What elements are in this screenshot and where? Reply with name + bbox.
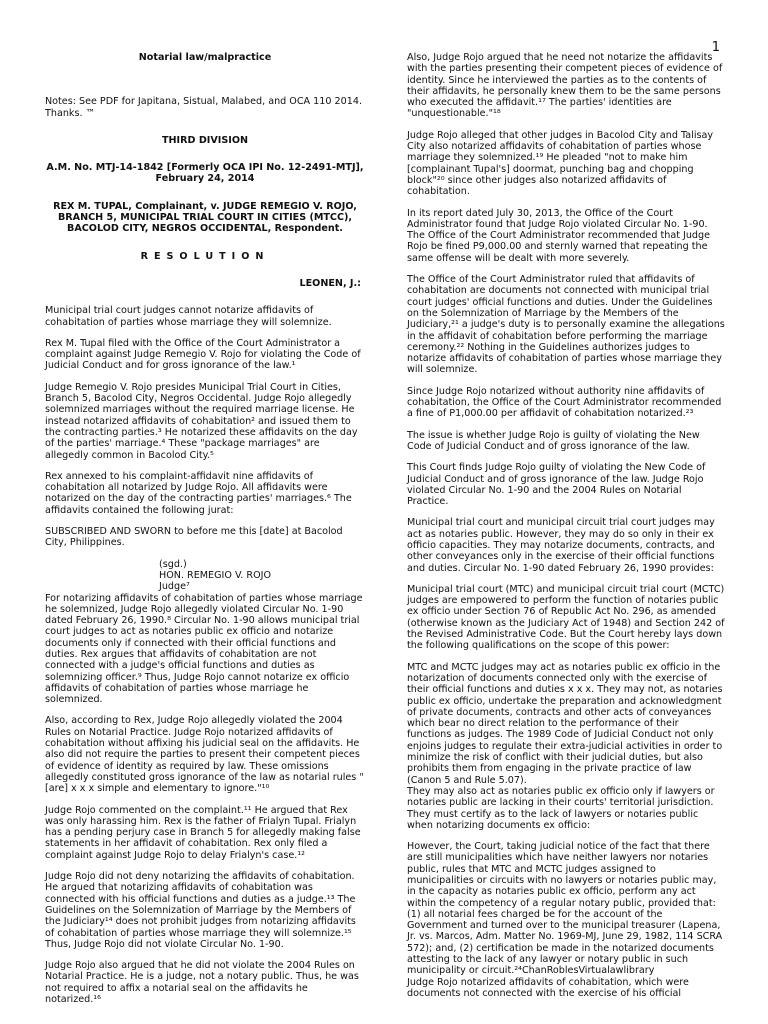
paragraph: Municipal trial court judges cannot notarize affidavits of cohabitation of parties whose marriage they will solemnize. [45, 305, 332, 328]
paragraph: Since Judge Rojo notarized without authority nine affidavits of cohabitation, the Office of the Court Administrator recommended a fine of P1,000.00 per affidavit of cohabitation notarized.²³ [407, 385, 722, 420]
jurat-text: SUBSCRIBED AND SWORN to before me this [date] at Bacolod City, Philippines. [45, 526, 343, 549]
paragraph: Also, Judge Rojo argued that he need not notarize the affidavits with the parties presenting their competent pieces of evidence of identity. Since he interviewed the parties as to the contents of their affidavits, he personally knew them to be the same persons who executed the affidavit.¹⁷ The parties' identities are "unquestionable."¹⁸ [407, 52, 723, 120]
paragraph: Judge Rojo also argued that he did not violate the 2004 Rules on Notarial Practice. He is a judge, not a notary public. Thus, he was not required to affix a notarial seal on the affidavits he notarized.¹⁶ [45, 960, 359, 1005]
paragraph: Judge Rojo commented on the complaint.¹¹ He argued that Rex was only harassing him. Rex is the father of Frialyn Tupal. Frialyn has a pending perjury case in Branch 5 for allegedly making false statements in her affidavit of cohabitation. Rex only filed a complaint against Judge Rojo to delay Frialyn's case.¹² [45, 804, 361, 861]
case-number: A.M. No. MTJ-14-1842 [Formerly OCA IPI No. 12-2491-MTJ], February 24, 2014 [46, 162, 364, 185]
division-heading: THIRD DIVISION [161, 134, 249, 146]
paragraph: Rex M. Tupal filed with the Office of the Court Administrator a complaint against Judge Remegio V. Rojo for violating the Code of Judicial Conduct and for gross ignorance of the law.¹ [45, 337, 361, 372]
quoted-paragraph: Municipal trial court (MTC) and municipal circuit trial court (MCTC) judges are empowered to perform the function of notaries public ex officio under Section 76 of Republic Act No. 296, as amended (otherwise known as the Judiciary Act of 1948) and Section 242 of the Revised Administrative Code. But the Court hereby lays down the following qualifications on the scope of this power: [407, 583, 725, 652]
quoted-paragraph: They may also act as notaries public ex officio only if lawyers or notaries public are lacking in their courts' territorial jurisdiction. They must certify as to the lack of lawyers or notaries public when notarizing documents ex officio: [407, 785, 715, 831]
notes-paragraph: Notes: See PDF for Japitana, Sistual, Malabed, and OCA 110 2014. Thanks. ™ [45, 96, 362, 119]
paragraph: Judge Rojo alleged that other judges in Bacolod City and Talisay City also notarized affidavits of cohabitation of parties whose marriage they solemnized.¹⁹ He pleaded "not to make him [complainant Tupal's] doormat, punching bag and chopping block"²⁰ since other judges also notarized affidavits of cohabitation. [407, 129, 714, 198]
signature-sgd: (sgd.) [159, 558, 187, 570]
resolution-heading: RESOLUTION [140, 250, 270, 262]
left-column [45, 52, 365, 1015]
paragraph: The issue is whether Judge Rojo is guilty of violating the New Code of Judicial Conduct and of gross ignorance of the law. [407, 429, 700, 452]
ponente: LEONEN, J.: [299, 277, 361, 289]
document-title: Notarial law/malpractice [138, 52, 272, 63]
paragraph: Municipal trial court and municipal circuit trial court judges may act as notaries public. However, they may do so only in their ex officio capacities. They may notarize documents, contracts, and other conveyances only in the exercise of their official functions and duties. Circular No. 1-90 dated February 26, 1990 provides: [407, 517, 715, 574]
paragraph: Also, according to Rex, Judge Rojo allegedly violated the 2004 Rules on Notarial Practice. Judge Rojo notarized affidavits of cohabitation without affixing his judicial seal on the affidavits. He also did not require the parties to present their competent pieces of evidence of identity as required by law. These omissions allegedly constituted gross ignorance of the law as notarial rules "[are] x x x simple and elementary to ignore."¹⁰ [45, 715, 364, 795]
signature-name: HON. REMEGIO V. ROJO [159, 569, 271, 581]
paragraph: Rex annexed to his complaint-affidavit nine affidavits of cohabitation all notarized by Judge Rojo. All affidavits were notarized on the day of the contracting parties' marriages.⁶ The affidavits contained the following jurat: [45, 470, 352, 516]
quoted-paragraph: However, the Court, taking judicial notice of the fact that there are still municipalities which have neither lawyers nor notaries public, rules that MTC and MCTC judges assigned to municipalities or circuits with no lawyers or notaries public may, in the capacity as notaries public ex officio, perform any act within the competency of a regular notary public, provided that: (1) all notarial fees charged be for the account of the Government and turned over to the municipal treasurer (Lapena, Jr. vs. Marcos, Adm. Matter No. 1969-MJ, June 29, 1982, 114 SCRA 572); and, (2) certification be made in the notarized documents attesting to the lack of any lawyer or notary public in such municipality or circuit.²⁴ChanRoblesVirtualawlibrary [407, 841, 723, 977]
signature-title: Judge⁷ [159, 581, 190, 593]
right-column [407, 52, 725, 1009]
paragraph: Judge Remegio V. Rojo presides Municipal Trial Court in Cities, Branch 5, Bacolod City, Negros Occidental. Judge Rojo allegedly solemnized marriages without the required marriage license. He instead notarized affidavits of cohabitation² and issued them to the contracting parties.³ He notarized these affidavits on the day of the parties' marriage.⁴ These "package marriages" are allegedly common in Bacolod City.⁵ [45, 381, 358, 461]
paragraph: For notarizing affidavits of cohabitation of parties whose marriage he solemnized, Judge Rojo allegedly violated Circular No. 1-90 dated February 26, 1990.⁸ Circular No. 1-90 allows municipal trial court judges to act as notaries public ex officio and notarize documents only if connected with their official functions and duties. Rex argues that affidavits of cohabitation are not connected with a judge's official functions and duties as solemnizing officer.⁹ Thus, Judge Rojo cannot notarize ex officio affidavits of cohabitation of parties whose marriage he solemnized. [45, 592, 363, 706]
quoted-paragraph: MTC and MCTC judges may act as notaries public ex officio in the notarization of documents connected only with the exercise of their official functions and duties x x x. They may not, as notaries public ex officio, undertake the preparation and acknowledgment of private documents, contracts and other acts of conveyances which bear no direct relation to the performance of their functions as judges. The 1989 Code of Judicial Conduct not only enjoins judges to regulate their extra-judicial activities in order to minimize the risk of conflict with their judicial duties, but also prohibits them from engaging in the private practice of law (Canon 5 and Rule 5.07). [407, 661, 723, 786]
paragraph: This Court finds Judge Rojo guilty of violating the New Code of Judicial Conduct and of gross ignorance of the law. Judge Rojo violated Circular No. 1-90 and the 2004 Rules on Notarial Practice. [407, 462, 706, 508]
paragraph: Judge Rojo notarized affidavits of cohabitation, which were documents not connected with the exercise of his official [407, 976, 689, 999]
paragraph: The Office of the Court Administrator ruled that affidavits of cohabitation are documents not connected with municipal trial court judges' official functions and duties. Under the Guidelines on the Solemnization of Marriage by the Members of the Judiciary,²¹ a judge's duty is to personally examine the allegations in the affidavit of cohabitation before performing the marriage ceremony.²² Nothing in the Guidelines authorizes judges to notarize affidavits of cohabitation of parties whose marriage they will solemnize. [407, 274, 725, 376]
page-number: 1 [711, 40, 720, 55]
case-parties: REX M. TUPAL, Complainant, v. JUDGE REMEGIO V. ROJO, BRANCH 5, MUNICIPAL TRIAL COURT IN CITIES (MTCC), BACOLOD CITY, NEGROS OCCIDENTAL, Respondent. [53, 200, 357, 235]
paragraph: In its report dated July 30, 2013, the Office of the Court Administrator found that Judge Rojo violated Circular No. 1-90. The Office of the Court Administrator recommended that Judge Rojo be fined P9,000.00 and sternly warned that repeating the same offense will be dealt with more severely. [407, 207, 710, 264]
paragraph: Judge Rojo did not deny notarizing the affidavits of cohabitation. He argued that notarizing affidavits of cohabitation was connected with his official functions and duties as a judge.¹³ The Guidelines on the Solemnization of Marriage by the Members of the Judiciary¹⁴ does not prohibit judges from notarizing affidavits of cohabitation of parties whose marriage they will solemnize.¹⁵ Thus, Judge Rojo did not violate Circular No. 1-90. [45, 871, 356, 950]
